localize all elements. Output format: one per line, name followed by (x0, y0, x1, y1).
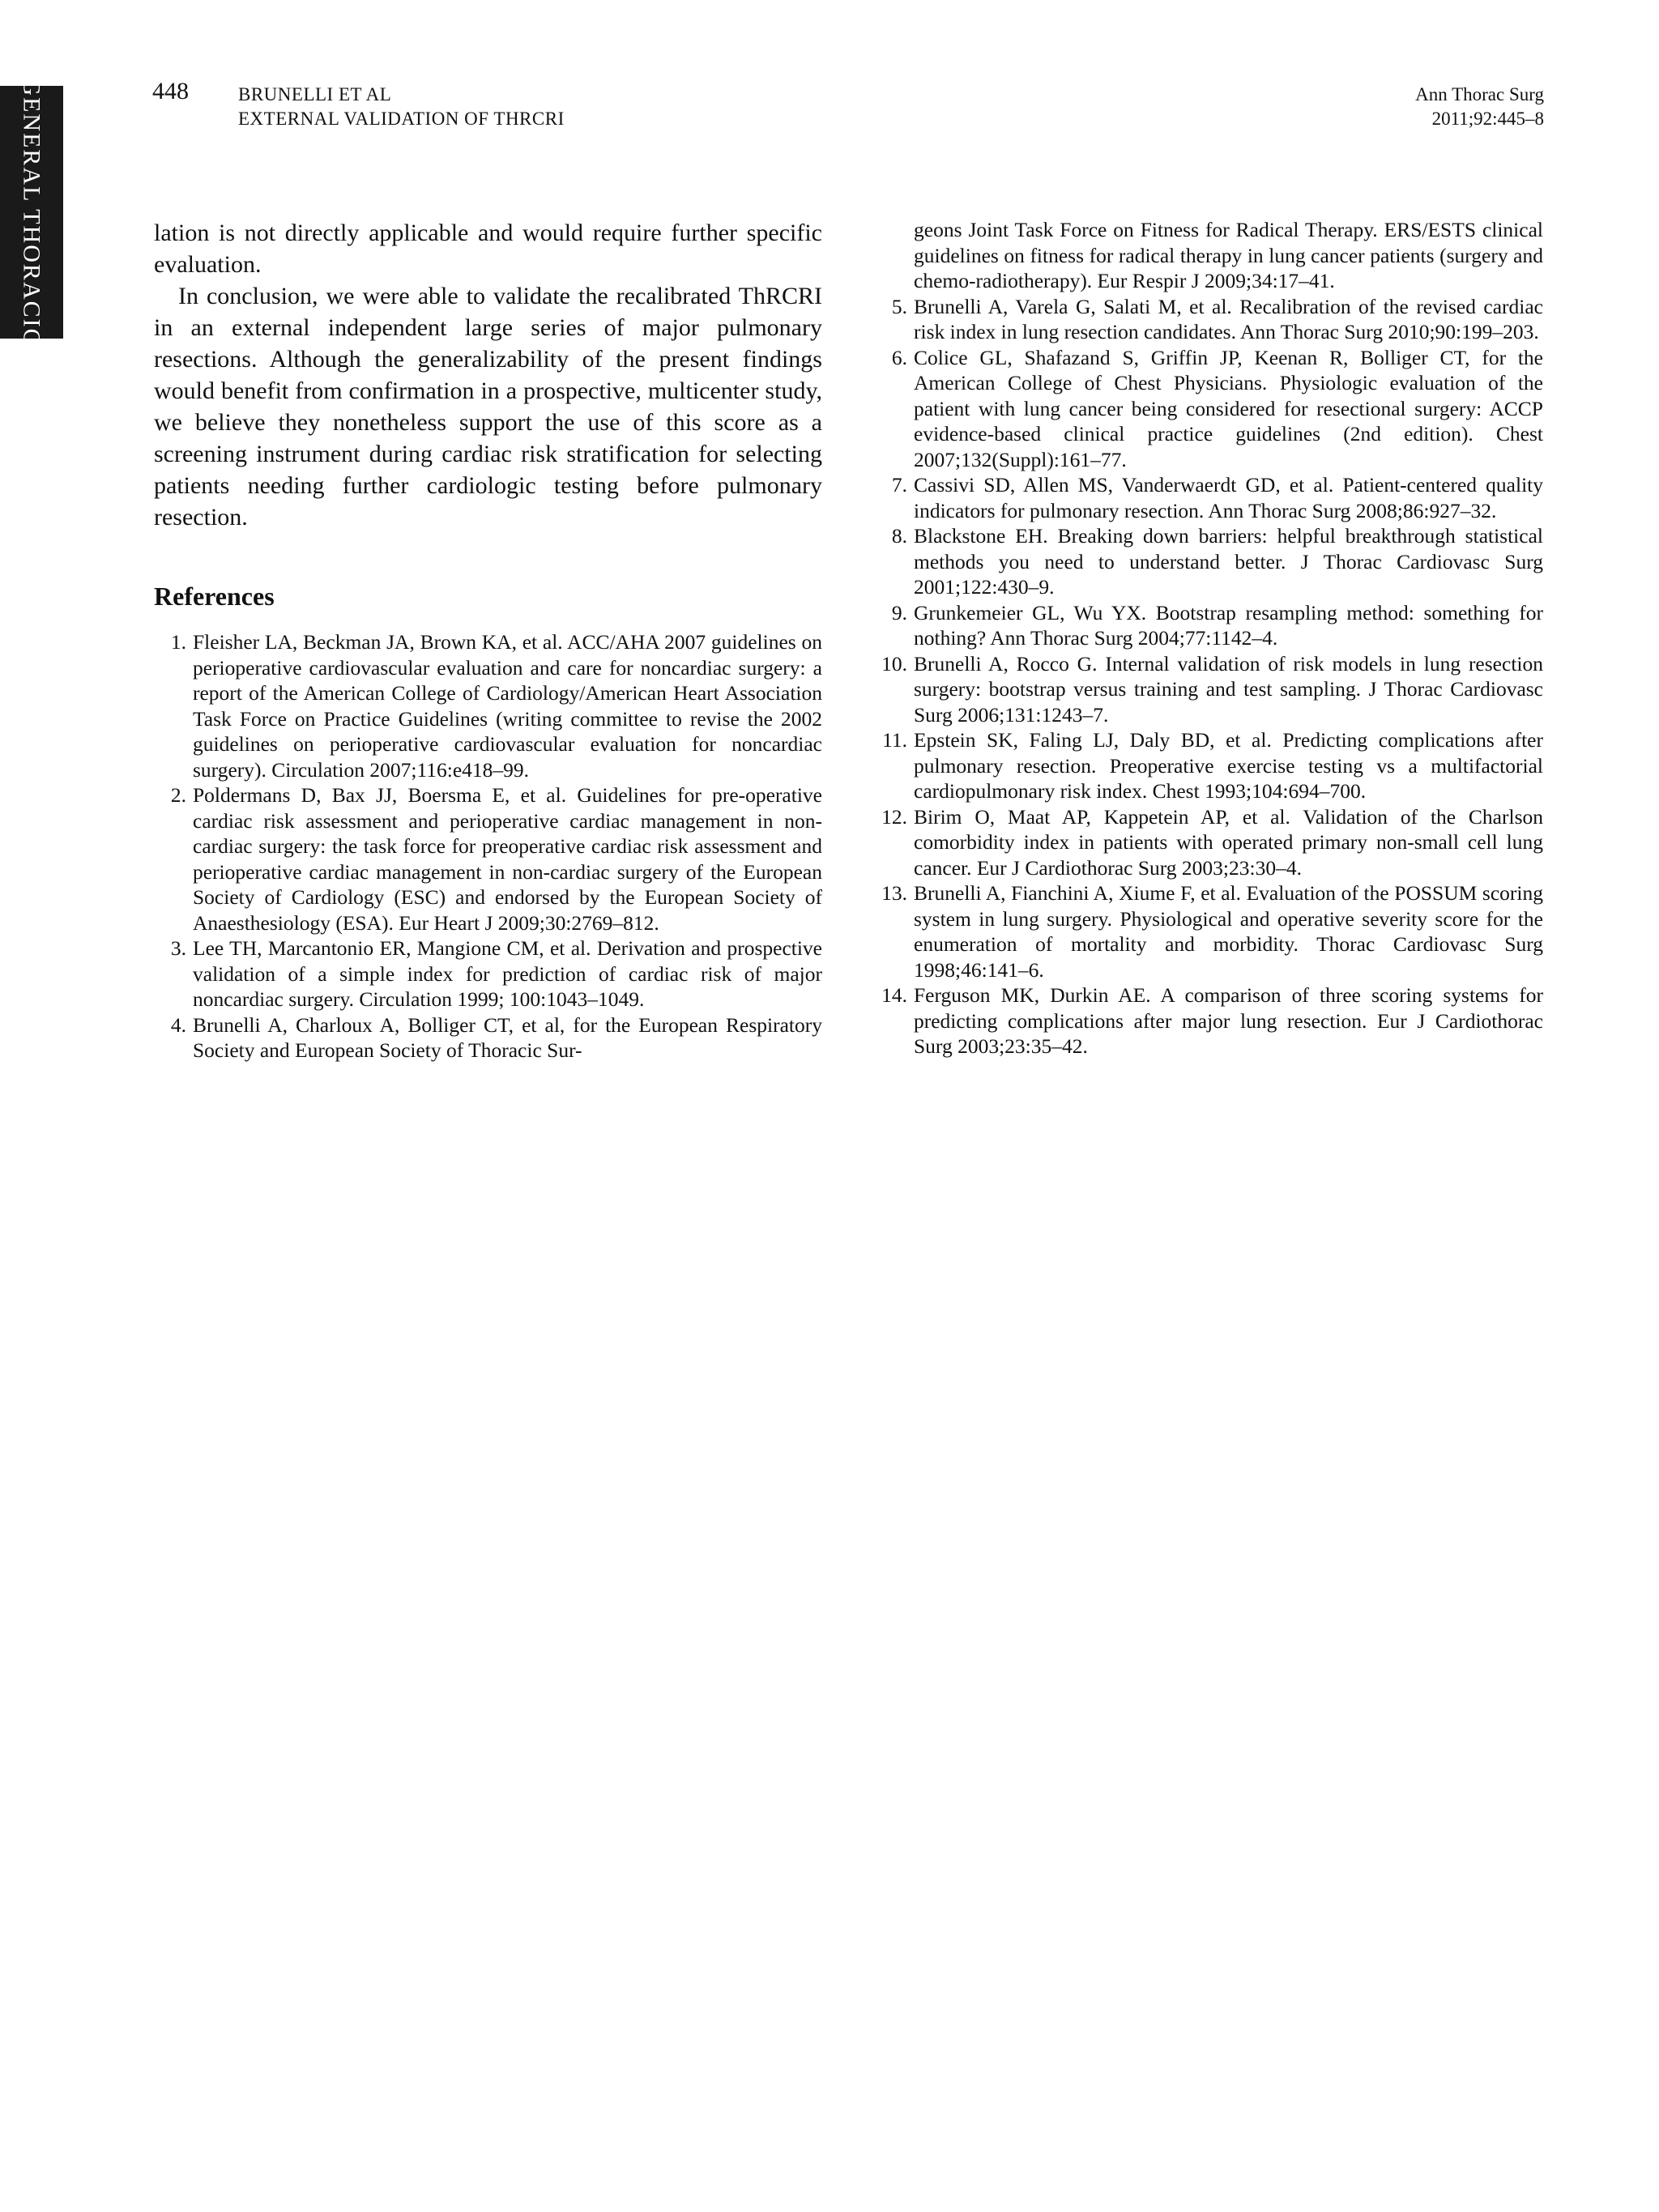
references-heading: References (154, 582, 275, 611)
reference-text: Brunelli A, Charloux A, Bolliger CT, et al, for the European Respiratory Society and European Society of Thoracic Sur- (193, 1012, 822, 1062)
journal-citation (1415, 83, 1544, 131)
reference-number: 1. (170, 630, 186, 654)
reference-text: Poldermans D, Bax JJ, Boersma E, et al. Guidelines for pre-operative cardiac risk assessment and perioperative cardiac management in non-cardiac surgery: the task force for preoperative cardiac risk assessment and perioperative cardiac management in non-cardiac surgery of the European Society of Cardiology (ESC) and endorsed by the European Society of Anaesthesiology (ESA). Eur Heart J 2009;30:2769–812. (193, 783, 822, 935)
reference-number: 13. (881, 881, 907, 905)
reference-number: 11. (882, 728, 907, 752)
reference-text: Fleisher LA, Beckman JA, Brown KA, et al. ACC/AHA 2007 guidelines on perioperative cardiovascular evaluation and care for noncardiac surgery: a report of the American College of Cardiology/American Heart Association Task Force on Practice Guidelines (writing committee to revise the 2002 guidelines on perioperative cardiovascular evaluation for noncardiac surgery). Circulation 2007;116:e418–99. (193, 630, 822, 782)
reference-text: Colice GL, Shafazand S, Griffin JP, Keenan R, Bolliger CT, for the American College of Chest Physicians. Physiologic evaluation of the patient with lung cancer being considered for resectional surgery: ACCP evidence-based clinical practice guidelines (2nd edition). Chest 2007;132(Suppl):161–77. (914, 345, 1543, 471)
reference-number: 12. (881, 804, 907, 829)
reference-number: 3. (170, 936, 186, 960)
page-number: 448 (152, 78, 189, 104)
reference-item (875, 804, 1543, 881)
reference-number: 4. (170, 1012, 186, 1037)
reference-item (875, 294, 1543, 345)
reference-number: 8. (891, 524, 907, 548)
reference-number: 6. (891, 345, 907, 369)
reference-number: 5. (891, 294, 907, 318)
reference-item (875, 523, 1543, 600)
journal-volume: 2011;92:445–8 (1431, 109, 1544, 129)
reference-item (875, 982, 1543, 1059)
reference-text: Lee TH, Marcantonio ER, Mangione CM, et al. Derivation and prospective validation of a simple index for prediction of cardiac risk of major noncardiac surgery. Circulation 1999; 100:1043–1049. (193, 936, 822, 1011)
reference-text: Birim O, Maat AP, Kappetein AP, et al. Validation of the Charlson comorbidity index in patients with operated primary non-small cell lung cancer. Eur J Cardiothorac Surg 2003;23:30–4. (914, 804, 1543, 880)
reference-text: Epstein SK, Faling LJ, Daly BD, et al. Predicting complications after pulmonary resection. Preoperative exercise testing vs a multifactorial cardiopulmonary risk index. Chest 1993;104:694–700. (914, 728, 1543, 803)
journal-name: Ann Thorac Surg (1415, 84, 1544, 104)
reference-number: 14. (881, 983, 907, 1007)
conclusion-paragraph: In conclusion, we were able to validate the recalibrated ThRCRI in an external independent large series of major pulmonary resections. Although the generalizability of the present findings would benefit from confirmation in a prospective, multicenter study, we believe they nonetheless support the use of this score as a screening instrument during cardiac risk stratification for selecting patients needing further cardiologic testing before pulmonary resection. (154, 283, 822, 531)
reference-item (154, 629, 822, 782)
running-head-title: EXTERNAL VALIDATION OF THRCRI (238, 109, 565, 129)
reference-item (875, 651, 1543, 728)
reference-number: 9. (891, 600, 907, 624)
reference-item (154, 782, 822, 936)
reference-text: Blackstone EH. Breaking down barriers: helpful breakthrough statistical methods you need to understand better. J Thorac Cardiovasc Surg 2001;122:430–9. (914, 524, 1543, 599)
reference-continuation: geons Joint Task Force on Fitness for Radical Therapy. ERS/ESTS clinical guidelines on fitness for radical therapy in lung cancer patients (surgery and chemo-radiotherapy). Eur Respir J 2009;34:17–41. (914, 218, 1543, 292)
running-head-authors: BRUNELLI ET AL (238, 84, 392, 104)
reference-item (875, 472, 1543, 523)
reference-list-continued (875, 294, 1543, 1059)
reference-item (154, 1012, 822, 1063)
running-head (238, 83, 565, 131)
body-paragraph: lation is not directly applicable and would require further specific evaluation. (154, 219, 822, 278)
right-column (875, 217, 1543, 1059)
reference-text: Ferguson MK, Durkin AE. A comparison of three scoring systems for predicting complications after major lung resection. Eur J Cardiothorac Surg 2003;23:35–42. (914, 983, 1543, 1058)
reference-item (875, 600, 1543, 651)
reference-number: 7. (891, 473, 907, 497)
reference-list (154, 629, 822, 1063)
reference-text: Grunkemeier GL, Wu YX. Bootstrap resampling method: something for nothing? Ann Thorac Surg 2004;77:1142–4. (914, 600, 1543, 650)
page-header (152, 78, 1544, 134)
left-column (154, 217, 822, 1063)
reference-text: Brunelli A, Fianchini A, Xiume F, et al. Evaluation of the POSSUM scoring system in lung surgery. Physiological and operative severity score for the enumeration of mortality and morbidity. Thorac Cardiovasc Surg 1998;46:141–6. (914, 881, 1543, 982)
reference-item (875, 727, 1543, 804)
reference-item (875, 345, 1543, 473)
reference-item (875, 880, 1543, 982)
section-side-tab (0, 78, 63, 347)
section-side-tab-label: GENERAL THORACIC (19, 78, 46, 347)
reference-item (154, 936, 822, 1012)
reference-text: Brunelli A, Varela G, Salati M, et al. Recalibration of the revised cardiac risk index in lung resection candidates. Ann Thorac Surg 2010;90:199–203. (914, 294, 1543, 343)
reference-number: 10. (881, 651, 907, 676)
reference-text: Cassivi SD, Allen MS, Vanderwaerdt GD, et al. Patient-centered quality indicators for pulmonary resection. Ann Thorac Surg 2008;86:927–32. (914, 473, 1543, 522)
reference-text: Brunelli A, Rocco G. Internal validation of risk models in lung resection surgery: bootstrap versus training and test sampling. J Thorac Cardiovasc Surg 2006;131:1243–7. (914, 651, 1543, 727)
reference-number: 2. (170, 783, 186, 807)
